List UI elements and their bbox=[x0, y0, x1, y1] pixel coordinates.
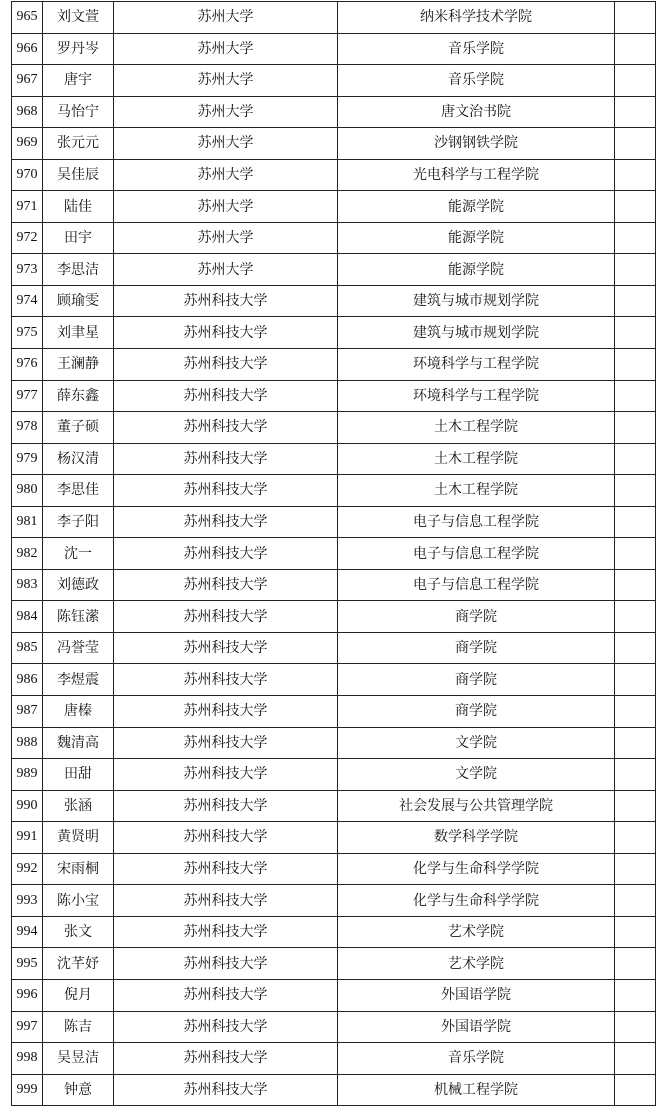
university-cell: 苏州科技大学 bbox=[114, 380, 338, 412]
university-cell: 苏州大学 bbox=[114, 96, 338, 128]
college-cell: 环境科学与工程学院 bbox=[338, 349, 615, 381]
row-number-cell: 979 bbox=[12, 443, 43, 475]
row-number-cell: 969 bbox=[12, 128, 43, 160]
college-cell: 土木工程学院 bbox=[338, 475, 615, 507]
cropped-column-cell bbox=[615, 380, 656, 412]
university-cell: 苏州科技大学 bbox=[114, 759, 338, 791]
university-cell: 苏州科技大学 bbox=[114, 790, 338, 822]
university-cell: 苏州大学 bbox=[114, 254, 338, 286]
table-row bbox=[12, 33, 656, 65]
row-number-cell: 993 bbox=[12, 885, 43, 917]
college-cell: 社会发展与公共管理学院 bbox=[338, 790, 615, 822]
student-name-cell: 杨汉清 bbox=[43, 443, 114, 475]
student-name-cell: 冯誉莹 bbox=[43, 632, 114, 664]
cropped-column-cell bbox=[615, 538, 656, 570]
university-cell: 苏州科技大学 bbox=[114, 1011, 338, 1043]
row-number-cell: 967 bbox=[12, 65, 43, 97]
university-cell: 苏州科技大学 bbox=[114, 664, 338, 696]
cropped-column-cell bbox=[615, 475, 656, 507]
university-cell: 苏州科技大学 bbox=[114, 948, 338, 980]
cropped-column-cell bbox=[615, 948, 656, 980]
table-row bbox=[12, 822, 656, 854]
university-cell: 苏州科技大学 bbox=[114, 632, 338, 664]
cropped-column-cell bbox=[615, 885, 656, 917]
college-cell: 音乐学院 bbox=[338, 1043, 615, 1075]
row-number-cell: 970 bbox=[12, 159, 43, 191]
row-number-cell: 985 bbox=[12, 632, 43, 664]
college-cell: 电子与信息工程学院 bbox=[338, 569, 615, 601]
college-cell: 文学院 bbox=[338, 727, 615, 759]
college-cell: 土木工程学院 bbox=[338, 412, 615, 444]
student-name-cell: 王澜静 bbox=[43, 349, 114, 381]
cropped-column-cell bbox=[615, 759, 656, 791]
cropped-column-cell bbox=[615, 254, 656, 286]
row-number-cell: 989 bbox=[12, 759, 43, 791]
row-number-cell: 994 bbox=[12, 916, 43, 948]
college-cell: 环境科学与工程学院 bbox=[338, 380, 615, 412]
cropped-column-cell bbox=[615, 191, 656, 223]
row-number-cell: 990 bbox=[12, 790, 43, 822]
university-cell: 苏州科技大学 bbox=[114, 506, 338, 538]
table-row bbox=[12, 853, 656, 885]
table-row bbox=[12, 1011, 656, 1043]
table-row bbox=[12, 569, 656, 601]
table-row bbox=[12, 727, 656, 759]
student-name-cell: 钟意 bbox=[43, 1074, 114, 1106]
college-cell: 音乐学院 bbox=[338, 33, 615, 65]
college-cell: 艺术学院 bbox=[338, 948, 615, 980]
table-row bbox=[12, 380, 656, 412]
university-cell: 苏州大学 bbox=[114, 159, 338, 191]
table-row bbox=[12, 506, 656, 538]
university-cell: 苏州大学 bbox=[114, 2, 338, 34]
roster-table-body bbox=[12, 2, 656, 1106]
college-cell: 数学科学学院 bbox=[338, 822, 615, 854]
cropped-column-cell bbox=[615, 1043, 656, 1075]
cropped-column-cell bbox=[615, 979, 656, 1011]
table-row bbox=[12, 885, 656, 917]
student-name-cell: 李煜震 bbox=[43, 664, 114, 696]
cropped-column-cell bbox=[615, 412, 656, 444]
college-cell: 化学与生命科学学院 bbox=[338, 853, 615, 885]
row-number-cell: 988 bbox=[12, 727, 43, 759]
university-cell: 苏州科技大学 bbox=[114, 1043, 338, 1075]
student-name-cell: 刘德政 bbox=[43, 569, 114, 601]
table-row bbox=[12, 475, 656, 507]
cropped-column-cell bbox=[615, 443, 656, 475]
college-cell: 文学院 bbox=[338, 759, 615, 791]
university-cell: 苏州大学 bbox=[114, 128, 338, 160]
student-name-cell: 宋雨桐 bbox=[43, 853, 114, 885]
table-row bbox=[12, 349, 656, 381]
university-cell: 苏州科技大学 bbox=[114, 443, 338, 475]
table-row bbox=[12, 664, 656, 696]
cropped-column-cell bbox=[615, 916, 656, 948]
college-cell: 能源学院 bbox=[338, 254, 615, 286]
student-name-cell: 魏清高 bbox=[43, 727, 114, 759]
row-number-cell: 971 bbox=[12, 191, 43, 223]
table-row bbox=[12, 443, 656, 475]
student-name-cell: 董子硕 bbox=[43, 412, 114, 444]
cropped-column-cell bbox=[615, 696, 656, 728]
university-cell: 苏州科技大学 bbox=[114, 853, 338, 885]
table-row bbox=[12, 2, 656, 34]
university-cell: 苏州科技大学 bbox=[114, 285, 338, 317]
cropped-column-cell bbox=[615, 601, 656, 633]
cropped-column-cell bbox=[615, 128, 656, 160]
university-cell: 苏州科技大学 bbox=[114, 349, 338, 381]
student-name-cell: 李思洁 bbox=[43, 254, 114, 286]
student-name-cell: 张涵 bbox=[43, 790, 114, 822]
row-number-cell: 975 bbox=[12, 317, 43, 349]
college-cell: 纳米科学技术学院 bbox=[338, 2, 615, 34]
row-number-cell: 998 bbox=[12, 1043, 43, 1075]
row-number-cell: 986 bbox=[12, 664, 43, 696]
cropped-column-cell bbox=[615, 853, 656, 885]
roster-table bbox=[11, 1, 656, 1106]
university-cell: 苏州科技大学 bbox=[114, 538, 338, 570]
cropped-column-cell bbox=[615, 65, 656, 97]
college-cell: 商学院 bbox=[338, 696, 615, 728]
college-cell: 土木工程学院 bbox=[338, 443, 615, 475]
college-cell: 机械工程学院 bbox=[338, 1074, 615, 1106]
college-cell: 唐文治书院 bbox=[338, 96, 615, 128]
row-number-cell: 997 bbox=[12, 1011, 43, 1043]
table-row bbox=[12, 948, 656, 980]
table-row bbox=[12, 790, 656, 822]
table-row bbox=[12, 916, 656, 948]
cropped-column-cell bbox=[615, 790, 656, 822]
row-number-cell: 972 bbox=[12, 222, 43, 254]
table-row bbox=[12, 979, 656, 1011]
student-name-cell: 张元元 bbox=[43, 128, 114, 160]
cropped-column-cell bbox=[615, 349, 656, 381]
university-cell: 苏州科技大学 bbox=[114, 916, 338, 948]
table-row bbox=[12, 601, 656, 633]
cropped-column-cell bbox=[615, 1074, 656, 1106]
college-cell: 外国语学院 bbox=[338, 979, 615, 1011]
university-cell: 苏州科技大学 bbox=[114, 601, 338, 633]
table-row bbox=[12, 254, 656, 286]
university-cell: 苏州科技大学 bbox=[114, 727, 338, 759]
university-cell: 苏州科技大学 bbox=[114, 885, 338, 917]
student-name-cell: 唐宇 bbox=[43, 65, 114, 97]
student-name-cell: 李思佳 bbox=[43, 475, 114, 507]
university-cell: 苏州科技大学 bbox=[114, 475, 338, 507]
table-row bbox=[12, 128, 656, 160]
row-number-cell: 980 bbox=[12, 475, 43, 507]
college-cell: 电子与信息工程学院 bbox=[338, 538, 615, 570]
university-cell: 苏州科技大学 bbox=[114, 979, 338, 1011]
row-number-cell: 973 bbox=[12, 254, 43, 286]
cropped-column-cell bbox=[615, 822, 656, 854]
university-cell: 苏州大学 bbox=[114, 222, 338, 254]
college-cell: 商学院 bbox=[338, 632, 615, 664]
cropped-column-cell bbox=[615, 1011, 656, 1043]
college-cell: 商学院 bbox=[338, 664, 615, 696]
table-row bbox=[12, 1043, 656, 1075]
table-row bbox=[12, 285, 656, 317]
student-name-cell: 马怡宁 bbox=[43, 96, 114, 128]
university-cell: 苏州大学 bbox=[114, 65, 338, 97]
college-cell: 化学与生命科学学院 bbox=[338, 885, 615, 917]
student-name-cell: 顾瑜雯 bbox=[43, 285, 114, 317]
row-number-cell: 968 bbox=[12, 96, 43, 128]
cropped-column-cell bbox=[615, 569, 656, 601]
student-name-cell: 张文 bbox=[43, 916, 114, 948]
row-number-cell: 995 bbox=[12, 948, 43, 980]
table-row bbox=[12, 96, 656, 128]
student-name-cell: 田甜 bbox=[43, 759, 114, 791]
college-cell: 外国语学院 bbox=[338, 1011, 615, 1043]
row-number-cell: 981 bbox=[12, 506, 43, 538]
student-name-cell: 吴佳辰 bbox=[43, 159, 114, 191]
university-cell: 苏州科技大学 bbox=[114, 1074, 338, 1106]
university-cell: 苏州科技大学 bbox=[114, 412, 338, 444]
student-name-cell: 沈一 bbox=[43, 538, 114, 570]
table-row bbox=[12, 317, 656, 349]
row-number-cell: 976 bbox=[12, 349, 43, 381]
university-cell: 苏州大学 bbox=[114, 191, 338, 223]
table-row bbox=[12, 191, 656, 223]
student-name-cell: 吴昱洁 bbox=[43, 1043, 114, 1075]
table-row bbox=[12, 759, 656, 791]
cropped-column-cell bbox=[615, 222, 656, 254]
student-name-cell: 薛东鑫 bbox=[43, 380, 114, 412]
college-cell: 艺术学院 bbox=[338, 916, 615, 948]
row-number-cell: 982 bbox=[12, 538, 43, 570]
row-number-cell: 978 bbox=[12, 412, 43, 444]
student-name-cell: 沈芊妤 bbox=[43, 948, 114, 980]
table-row bbox=[12, 538, 656, 570]
cropped-column-cell bbox=[615, 285, 656, 317]
university-cell: 苏州科技大学 bbox=[114, 822, 338, 854]
cropped-column-cell bbox=[615, 33, 656, 65]
college-cell: 建筑与城市规划学院 bbox=[338, 285, 615, 317]
student-name-cell: 唐榛 bbox=[43, 696, 114, 728]
row-number-cell: 974 bbox=[12, 285, 43, 317]
student-name-cell: 陈吉 bbox=[43, 1011, 114, 1043]
student-name-cell: 刘文萱 bbox=[43, 2, 114, 34]
row-number-cell: 992 bbox=[12, 853, 43, 885]
cropped-column-cell bbox=[615, 632, 656, 664]
college-cell: 光电科学与工程学院 bbox=[338, 159, 615, 191]
table-row bbox=[12, 412, 656, 444]
college-cell: 商学院 bbox=[338, 601, 615, 633]
university-cell: 苏州科技大学 bbox=[114, 569, 338, 601]
student-name-cell: 罗丹岑 bbox=[43, 33, 114, 65]
row-number-cell: 996 bbox=[12, 979, 43, 1011]
college-cell: 建筑与城市规划学院 bbox=[338, 317, 615, 349]
college-cell: 能源学院 bbox=[338, 222, 615, 254]
row-number-cell: 984 bbox=[12, 601, 43, 633]
student-name-cell: 陈小宝 bbox=[43, 885, 114, 917]
table-row bbox=[12, 696, 656, 728]
cropped-column-cell bbox=[615, 96, 656, 128]
cropped-column-cell bbox=[615, 2, 656, 34]
university-cell: 苏州大学 bbox=[114, 33, 338, 65]
college-cell: 能源学院 bbox=[338, 191, 615, 223]
cropped-column-cell bbox=[615, 664, 656, 696]
cropped-column-cell bbox=[615, 317, 656, 349]
row-number-cell: 983 bbox=[12, 569, 43, 601]
university-cell: 苏州科技大学 bbox=[114, 317, 338, 349]
row-number-cell: 965 bbox=[12, 2, 43, 34]
table-row bbox=[12, 222, 656, 254]
row-number-cell: 966 bbox=[12, 33, 43, 65]
table-row bbox=[12, 65, 656, 97]
student-name-cell: 刘聿星 bbox=[43, 317, 114, 349]
student-name-cell: 田宇 bbox=[43, 222, 114, 254]
student-name-cell: 陆佳 bbox=[43, 191, 114, 223]
row-number-cell: 999 bbox=[12, 1074, 43, 1106]
table-row bbox=[12, 159, 656, 191]
student-name-cell: 陈钰潆 bbox=[43, 601, 114, 633]
student-name-cell: 李子阳 bbox=[43, 506, 114, 538]
student-name-cell: 倪月 bbox=[43, 979, 114, 1011]
cropped-column-cell bbox=[615, 727, 656, 759]
row-number-cell: 977 bbox=[12, 380, 43, 412]
cropped-column-cell bbox=[615, 506, 656, 538]
cropped-column-cell bbox=[615, 159, 656, 191]
college-cell: 音乐学院 bbox=[338, 65, 615, 97]
college-cell: 电子与信息工程学院 bbox=[338, 506, 615, 538]
table-row bbox=[12, 1074, 656, 1106]
student-name-cell: 黄贤明 bbox=[43, 822, 114, 854]
table-row bbox=[12, 632, 656, 664]
row-number-cell: 987 bbox=[12, 696, 43, 728]
college-cell: 沙钢钢铁学院 bbox=[338, 128, 615, 160]
row-number-cell: 991 bbox=[12, 822, 43, 854]
university-cell: 苏州科技大学 bbox=[114, 696, 338, 728]
